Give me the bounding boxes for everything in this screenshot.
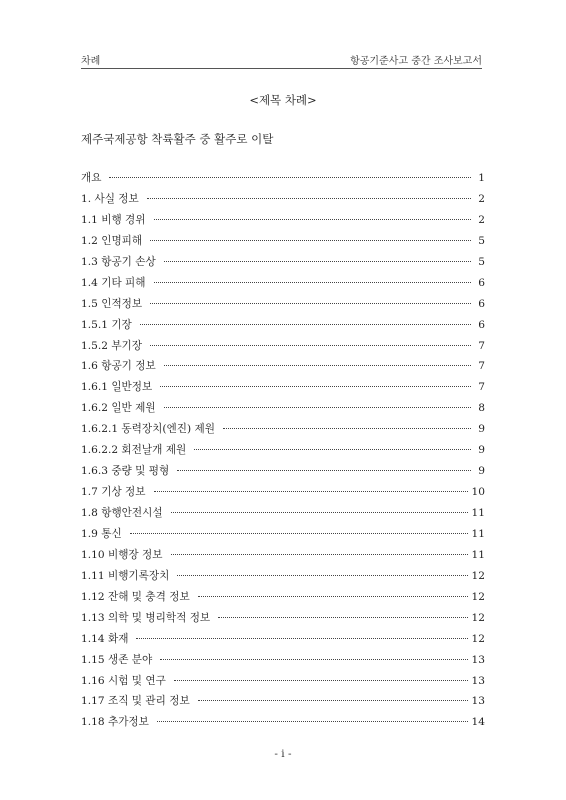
toc-entry-label: 1.5 인적정보: [81, 297, 143, 310]
toc-entry[interactable]: [81, 296, 485, 317]
page-number: - i -: [274, 748, 292, 760]
toc-entry-page: 6: [478, 276, 485, 289]
toc-entry-label: 1.6.1 일반정보: [81, 381, 153, 394]
toc-entry-label: 1.6.2.1 동력장치(엔진) 제원: [81, 423, 215, 436]
toc-leader-dots: [154, 281, 471, 283]
toc-entry-label: 개요: [81, 172, 102, 184]
toc-entry[interactable]: [81, 400, 485, 421]
toc-entry-label: 1.16 시험 및 연구: [81, 674, 166, 687]
toc-entry-label: 1.11 비행기록장치: [81, 569, 170, 582]
toc-entry-label: 1.1 비행 경위: [81, 213, 146, 226]
toc-entry-page: 5: [478, 255, 485, 268]
toc-entry-page: 2: [478, 192, 485, 205]
toc-entry-page: 14: [471, 716, 485, 729]
toc-leader-dots: [218, 616, 467, 618]
toc-entry[interactable]: [81, 505, 485, 526]
toc-entry-page: 2: [478, 213, 485, 226]
toc-leader-dots: [109, 176, 471, 178]
toc-entry-label: 1.7 기상 정보: [81, 486, 146, 499]
toc-leader-dots: [157, 720, 468, 722]
toc-title: <제목 차례>: [249, 93, 317, 107]
toc-entry[interactable]: [81, 610, 485, 631]
toc-entry[interactable]: [81, 275, 485, 296]
toc-entry-page: 13: [471, 674, 485, 687]
toc-entry-page: 13: [471, 653, 485, 666]
toc-entry-label: 1.15 생존 분야: [81, 653, 153, 666]
toc-entry-label: 1.18 추가정보: [81, 716, 149, 729]
toc-entry-page: 11: [471, 548, 485, 561]
toc-leader-dots: [223, 427, 471, 429]
toc-entry-page: 8: [478, 402, 485, 415]
toc-leader-dots: [150, 302, 471, 304]
toc-leader-dots: [140, 323, 471, 325]
toc-leader-dots: [198, 595, 468, 597]
toc-entry[interactable]: [81, 547, 485, 568]
toc-entry[interactable]: [81, 652, 485, 673]
toc-entry-label: 1.9 통신: [81, 527, 122, 540]
toc-entry[interactable]: [81, 358, 485, 379]
toc-leader-dots: [154, 490, 468, 492]
toc-entry-page: 5: [478, 234, 485, 247]
toc-entry-page: 6: [478, 297, 485, 310]
toc-entry-label: 1.6 항공기 정보: [81, 360, 156, 373]
toc-entry-label: 1. 사실 정보: [81, 192, 139, 205]
toc-entry-page: 9: [478, 423, 485, 436]
page-header: [81, 50, 482, 69]
toc-entry-label: 1.6.2 일반 제원: [81, 402, 156, 415]
toc-entry[interactable]: [81, 379, 485, 400]
toc-leader-dots: [177, 574, 467, 576]
toc-leader-dots: [177, 469, 471, 471]
toc-leader-dots: [194, 448, 471, 450]
toc-entry[interactable]: [81, 568, 485, 589]
toc-entry-label: 1.2 인명피해: [81, 234, 143, 247]
toc-entry-page: 13: [471, 695, 485, 708]
toc-entry-page: 7: [478, 381, 485, 394]
toc-entry-label: 1.6.2.2 회전날개 제원: [81, 444, 187, 457]
toc-entry-label: 1.6.3 중량 및 평형: [81, 465, 170, 478]
toc-leader-dots: [198, 699, 468, 701]
table-of-contents: [81, 170, 485, 735]
toc-entry-label: 1.3 항공기 손상: [81, 255, 156, 268]
document-subject: 제주국제공항 착륙활주 중 활주로 이탈: [81, 132, 274, 146]
toc-entry-label: 1.8 항행안전시설: [81, 507, 163, 519]
toc-entry-page: 11: [471, 507, 485, 519]
toc-entry-label: 1.13 의학 및 병리학적 정보: [81, 611, 211, 624]
toc-entry-page: 12: [471, 569, 485, 582]
toc-leader-dots: [150, 344, 471, 346]
toc-entry-page: 10: [471, 486, 485, 499]
toc-entry[interactable]: [81, 589, 485, 610]
toc-entry[interactable]: [81, 233, 485, 254]
toc-entry[interactable]: [81, 212, 485, 233]
toc-entry-label: 1.12 잔해 및 충격 정보: [81, 590, 190, 603]
toc-entry-page: 7: [478, 339, 485, 352]
toc-entry-label: 1.5.2 부기장: [81, 339, 143, 352]
toc-entry-page: 12: [471, 590, 485, 603]
toc-entry-page: 9: [478, 444, 485, 457]
toc-entry-label: 1.10 비행장 정보: [81, 548, 163, 561]
toc-entry[interactable]: [81, 526, 485, 547]
toc-entry-page: 1: [478, 172, 485, 184]
toc-entry[interactable]: [81, 484, 485, 505]
toc-leader-dots: [160, 658, 467, 660]
toc-leader-dots: [171, 553, 468, 555]
toc-leader-dots: [136, 637, 467, 639]
toc-entry-label: 1.4 기타 피해: [81, 276, 146, 289]
toc-leader-dots: [130, 532, 468, 534]
toc-entry[interactable]: [81, 673, 485, 694]
toc-entry[interactable]: [81, 693, 485, 714]
toc-entry-page: 6: [478, 318, 485, 331]
toc-entry-label: 1.14 화재: [81, 632, 129, 645]
toc-leader-dots: [150, 239, 471, 241]
toc-entry[interactable]: [81, 170, 485, 191]
toc-entry[interactable]: [81, 254, 485, 275]
toc-entry-page: 9: [478, 465, 485, 478]
toc-entry[interactable]: [81, 714, 485, 735]
header-section-label: 차례: [81, 56, 101, 67]
toc-leader-dots: [164, 260, 471, 262]
toc-entry[interactable]: [81, 338, 485, 359]
toc-entry[interactable]: [81, 631, 485, 652]
toc-entry-label: 1.17 조직 및 관리 정보: [81, 695, 190, 708]
toc-entry-page: 11: [471, 527, 485, 540]
toc-leader-dots: [154, 218, 471, 220]
toc-entry-label: 1.5.1 기장: [81, 318, 132, 331]
toc-entry[interactable]: [81, 317, 485, 338]
toc-entry[interactable]: [81, 421, 485, 442]
toc-leader-dots: [164, 406, 471, 408]
toc-leader-dots: [160, 385, 471, 387]
toc-entry-page: 12: [471, 632, 485, 645]
toc-leader-dots: [171, 511, 468, 513]
header-report-title: 항공기준사고 중간 조사보고서: [350, 56, 482, 67]
toc-entry-page: 7: [478, 360, 485, 373]
toc-leader-dots: [164, 364, 471, 366]
toc-entry[interactable]: [81, 442, 485, 463]
toc-entry[interactable]: [81, 463, 485, 484]
toc-leader-dots: [147, 197, 471, 199]
toc-entry-page: 12: [471, 611, 485, 624]
toc-leader-dots: [174, 679, 468, 681]
toc-entry[interactable]: [81, 191, 485, 212]
